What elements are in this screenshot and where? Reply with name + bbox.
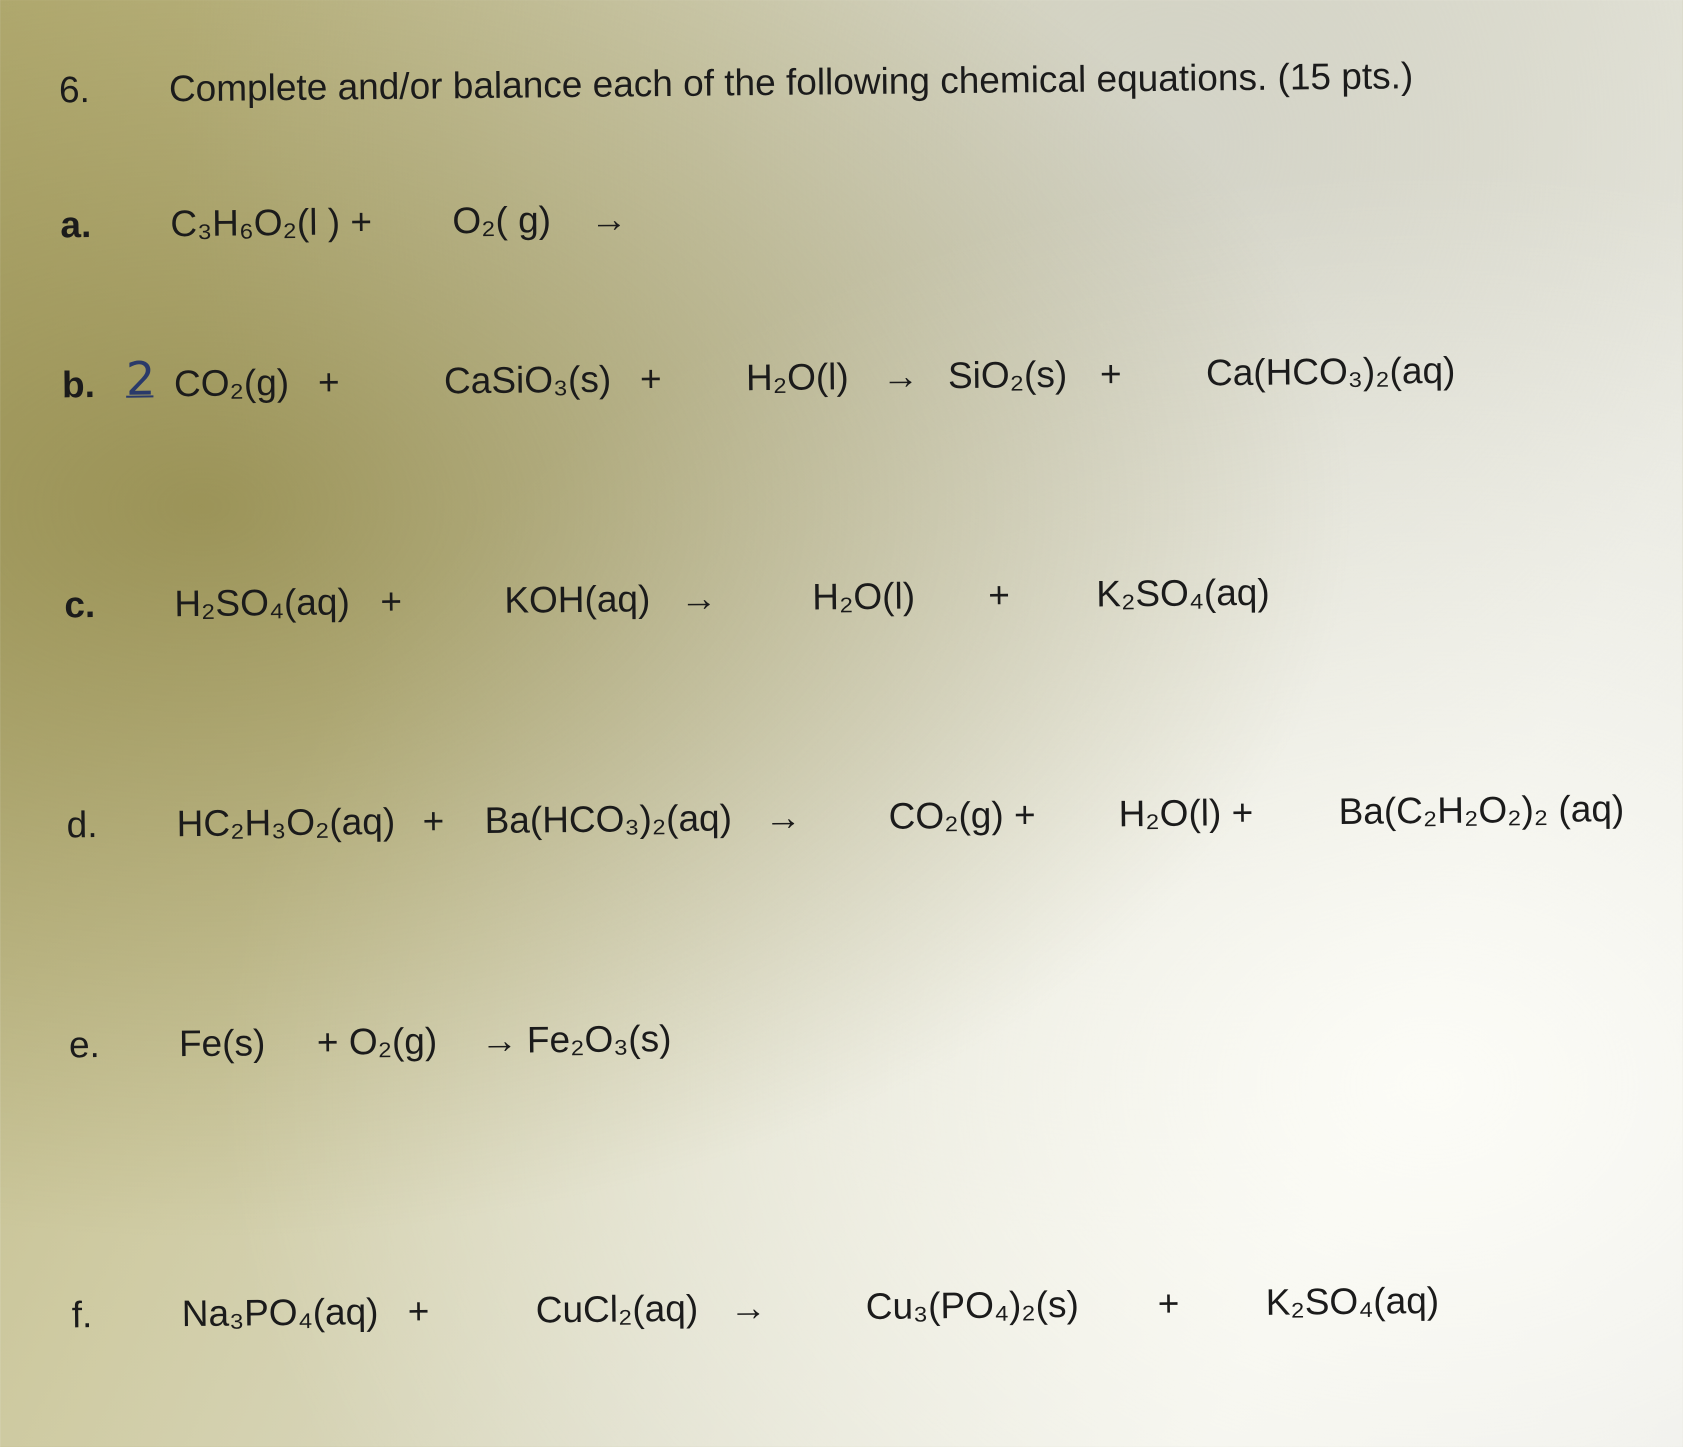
- reactant-1: C₃H₆O₂(l ) +: [170, 201, 373, 245]
- equation-label: c.: [64, 584, 96, 626]
- question-text: Complete and/or balance each of the following chemical equations. (15 pts.): [168, 55, 1414, 110]
- reactant-1: Fe(s): [178, 1022, 266, 1065]
- equation-a: [2, 187, 1683, 255]
- plus-sign: +: [407, 1290, 430, 1332]
- reaction-arrow: →: [764, 796, 802, 839]
- product-2: K₂SO₄(aq): [1265, 1280, 1440, 1323]
- product-2: K₂SO₄(aq): [1096, 571, 1270, 615]
- reaction-arrow: →: [881, 355, 920, 397]
- handwritten-coefficient: 2: [125, 351, 154, 406]
- product-1: SiO₂(s): [947, 353, 1068, 397]
- reaction-arrow: →: [590, 198, 628, 240]
- plus-sign: +: [1157, 1282, 1180, 1324]
- equation-d: [8, 787, 1683, 855]
- reactant-2: + O₂(g): [316, 1020, 438, 1063]
- plus-sign: +: [422, 800, 445, 842]
- reaction-arrow: →: [480, 1019, 519, 1062]
- reactant-1: H₂SO₄(aq): [174, 581, 350, 625]
- plus-sign: +: [317, 361, 340, 403]
- reaction-arrow: →: [680, 577, 718, 619]
- product-2: H₂O(l) +: [1118, 791, 1254, 835]
- equation-label: e.: [68, 1024, 101, 1066]
- equation-f: [14, 1277, 1683, 1345]
- reactant-2: CaSiO₃(s): [443, 358, 612, 402]
- reactant-1: Na₃PO₄(aq): [181, 1291, 379, 1335]
- equation-label: d.: [66, 804, 98, 846]
- plus-sign: +: [988, 574, 1011, 616]
- reactant-2: O₂( g): [452, 199, 552, 242]
- product-1: Cu₃(PO₄)₂(s): [865, 1283, 1080, 1328]
- product-2: Ca(HCO₃)₂(aq): [1205, 349, 1456, 394]
- plus-sign: +: [380, 580, 403, 623]
- equation-e: [11, 1007, 1683, 1075]
- product-1: CO₂(g) +: [888, 794, 1036, 837]
- equation-label: b.: [61, 364, 96, 406]
- product-1: H₂O(l): [812, 575, 916, 618]
- reactant-2: CuCl₂(aq): [535, 1287, 699, 1331]
- reactant-1: CO₂(g): [173, 361, 290, 405]
- equation-c: [6, 567, 1683, 635]
- product-3: Ba(C₂H₂O₂)₂ (aq): [1338, 788, 1625, 833]
- question-number: 6.: [58, 69, 91, 111]
- reactant-3: H₂O(l): [745, 356, 849, 399]
- equation-b: [4, 347, 1683, 415]
- reactant-2: Ba(HCO₃)₂(aq): [484, 797, 733, 841]
- equation-label: a.: [60, 204, 92, 246]
- product-1: Fe₂O₃(s): [526, 1018, 672, 1061]
- plus-sign: +: [639, 358, 662, 400]
- plus-sign: +: [1099, 353, 1122, 395]
- reactant-1: HC₂H₃O₂(aq): [176, 800, 396, 845]
- reactant-2: KOH(aq): [504, 578, 651, 621]
- equation-label: f.: [71, 1294, 93, 1336]
- reaction-arrow: →: [729, 1287, 767, 1329]
